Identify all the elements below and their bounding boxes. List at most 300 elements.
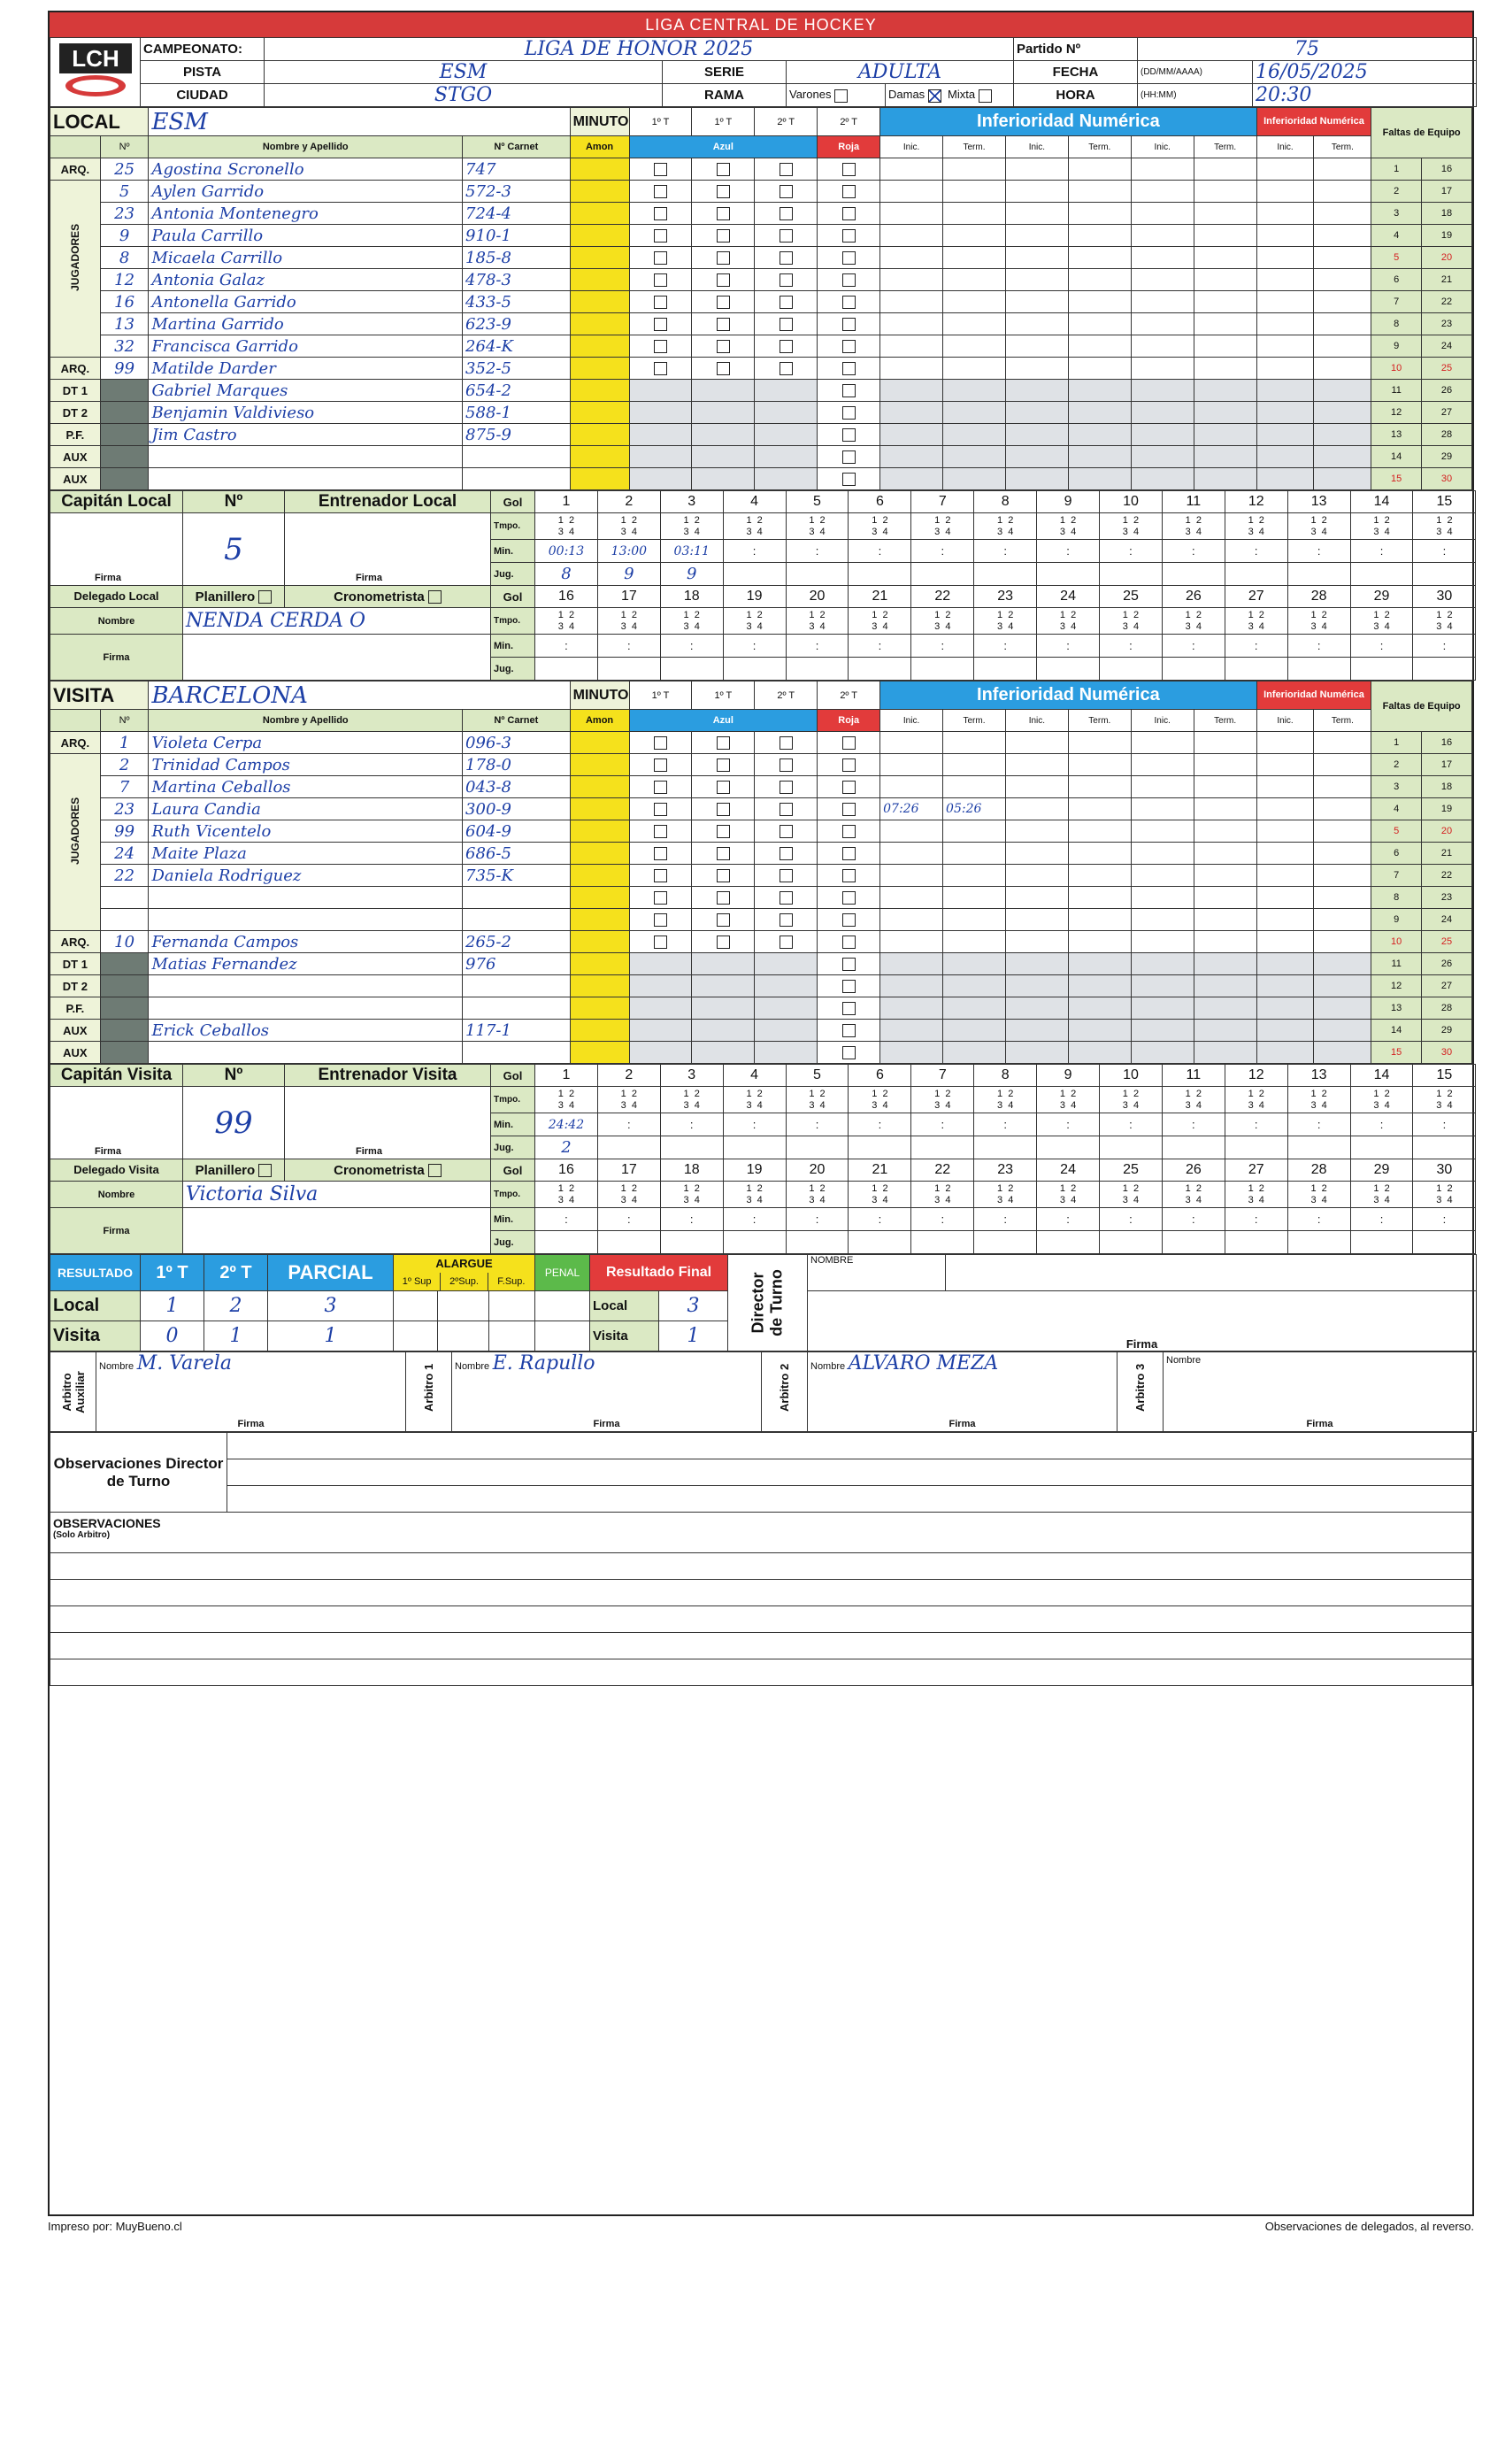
local-tmpo-cell[interactable]: 1 2 3 4 [535, 608, 598, 635]
local-player-carnet[interactable]: 654-2 [463, 380, 571, 402]
local-inferioridad-cell[interactable] [1256, 247, 1314, 269]
local-player-name[interactable]: Martina Garrido [149, 313, 463, 335]
visita-tmpo-cell[interactable]: 1 2 3 4 [1287, 1182, 1350, 1208]
visita-falta-cell[interactable]: 5 [1371, 820, 1422, 843]
visita-player-num[interactable] [100, 975, 149, 997]
varones-option[interactable] [787, 84, 886, 107]
local-inferioridad-cell[interactable] [1068, 358, 1131, 380]
visita-inferioridad-cell[interactable] [1005, 887, 1068, 909]
visita-falta-cell[interactable]: 18 [1422, 776, 1472, 798]
azul-checkbox[interactable] [654, 825, 667, 838]
visita-azul-cell[interactable] [755, 887, 818, 909]
azul-checkbox[interactable] [717, 736, 730, 750]
local-tmpo-cell[interactable]: 1 2 3 4 [1350, 608, 1413, 635]
visita-goal-jug-empty[interactable] [1100, 1231, 1163, 1254]
visita-tmpo-cell[interactable]: 1 2 3 4 [786, 1087, 849, 1113]
visita-azul-cell[interactable] [755, 1020, 818, 1042]
local-amon-cell[interactable] [570, 446, 629, 468]
visita-goal-min-empty[interactable]: : [1037, 1113, 1100, 1136]
visita-inferioridad-cell[interactable] [1194, 754, 1256, 776]
local-goal-jug-empty[interactable] [1413, 563, 1476, 586]
damas-option[interactable] [886, 84, 1014, 107]
azul-checkbox[interactable] [780, 758, 793, 772]
visita-goal-jug-empty[interactable] [1413, 1231, 1476, 1254]
visita-falta-cell[interactable]: 20 [1422, 820, 1472, 843]
visita-inferioridad-term[interactable]: 05:26 [946, 802, 982, 816]
local-delegado-firma[interactable] [183, 635, 491, 681]
local-inferioridad-cell[interactable] [943, 203, 1006, 225]
visita-player-carnet[interactable]: 043-8 [463, 776, 571, 798]
local-falta-cell[interactable]: 19 [1422, 225, 1472, 247]
visita-inferioridad-cell[interactable] [1005, 953, 1068, 975]
visita-inferioridad-cell[interactable] [1005, 909, 1068, 931]
visita-falta-cell[interactable]: 2 [1371, 754, 1422, 776]
visita-roja-cell[interactable] [818, 798, 880, 820]
visita-inferioridad-cell[interactable] [880, 997, 943, 1020]
visita-roja-cell[interactable] [818, 997, 880, 1020]
local-goal-min-empty[interactable]: : [1037, 540, 1100, 563]
local-goal-jug-empty[interactable] [1413, 658, 1476, 681]
visita-inferioridad-cell[interactable] [1005, 754, 1068, 776]
local-player-carnet[interactable]: 747 [463, 158, 571, 181]
local-goal-jug[interactable]: 9 [597, 563, 660, 586]
local-roja-cell[interactable] [818, 380, 880, 402]
visita-azul-cell[interactable] [755, 820, 818, 843]
local-player-num[interactable] [100, 402, 149, 424]
visita-goal-min-empty[interactable]: : [1100, 1208, 1163, 1231]
visita-tmpo-cell[interactable]: 1 2 3 4 [660, 1182, 723, 1208]
visita-player-name[interactable] [149, 887, 463, 909]
local-inferioridad-cell[interactable] [1256, 468, 1314, 490]
local-goal-jug-empty[interactable] [849, 658, 911, 681]
local-player-carnet[interactable]: 724-4 [463, 203, 571, 225]
local-roja-cell[interactable] [818, 203, 880, 225]
visita-inferioridad-cell[interactable] [880, 953, 943, 975]
local-goal-min-empty[interactable]: : [1413, 540, 1476, 563]
visita-inferioridad-cell[interactable] [1194, 997, 1256, 1020]
local-player-name[interactable]: Agostina Scronello [149, 158, 463, 181]
visita-inferioridad-cell[interactable] [880, 754, 943, 776]
visita-falta-cell[interactable]: 23 [1422, 887, 1472, 909]
local-goal-min-empty[interactable]: : [1100, 540, 1163, 563]
local-goal-min-empty[interactable]: : [911, 635, 974, 658]
local-delegado-nombre[interactable]: NENDA CERDA O [183, 608, 491, 635]
local-inferioridad-cell[interactable] [1068, 158, 1131, 181]
visita-goal-jug-empty[interactable] [723, 1136, 786, 1159]
varones-checkbox[interactable] [834, 89, 848, 103]
obs-director-line-3[interactable] [227, 1486, 1472, 1513]
local-player-name[interactable]: Micaela Carrillo [149, 247, 463, 269]
roja-checkbox[interactable] [842, 958, 856, 971]
visita-inferioridad-cell[interactable] [1194, 798, 1256, 820]
visita-goal-min-empty[interactable]: : [1287, 1113, 1350, 1136]
local-inferioridad-cell[interactable] [1314, 402, 1371, 424]
local-tmpo-cell[interactable]: 1 2 3 4 [723, 608, 786, 635]
visita-inferioridad-cell[interactable] [1194, 776, 1256, 798]
azul-checkbox[interactable] [654, 891, 667, 905]
visita-goal-min-empty[interactable]: : [535, 1208, 598, 1231]
visita-roja-cell[interactable] [818, 754, 880, 776]
local-azul-cell[interactable] [692, 203, 755, 225]
visita-amon-cell[interactable] [570, 975, 629, 997]
visita-inferioridad-cell[interactable] [1256, 997, 1314, 1020]
azul-checkbox[interactable] [780, 736, 793, 750]
roja-checkbox[interactable] [842, 185, 856, 198]
res-visita-t1[interactable]: 0 [141, 1321, 204, 1351]
visita-tmpo-cell[interactable]: 1 2 3 4 [1100, 1087, 1163, 1113]
visita-player-name[interactable] [149, 997, 463, 1020]
visita-azul-cell[interactable] [629, 820, 692, 843]
local-falta-cell[interactable]: 7 [1371, 291, 1422, 313]
local-inferioridad-cell[interactable] [880, 158, 943, 181]
local-tmpo-cell[interactable]: 1 2 3 4 [1100, 513, 1163, 540]
local-goal-jug-empty[interactable] [974, 658, 1037, 681]
visita-inferioridad-cell[interactable] [880, 887, 943, 909]
local-tmpo-cell[interactable]: 1 2 3 4 [660, 608, 723, 635]
visita-falta-cell[interactable]: 9 [1371, 909, 1422, 931]
visita-goal-jug-empty[interactable] [786, 1231, 849, 1254]
local-capitan-num[interactable]: 5 [183, 513, 285, 586]
roja-checkbox[interactable] [842, 847, 856, 860]
local-goal-jug-empty[interactable] [1100, 658, 1163, 681]
local-inferioridad-cell[interactable] [880, 335, 943, 358]
visita-goal-jug-empty[interactable] [1037, 1136, 1100, 1159]
local-goal-jug-empty[interactable] [660, 658, 723, 681]
local-roja-cell[interactable] [818, 181, 880, 203]
visita-player-num[interactable] [100, 953, 149, 975]
local-inferioridad-cell[interactable] [1256, 181, 1314, 203]
visita-player-num[interactable] [100, 1020, 149, 1042]
visita-inferioridad-cell[interactable] [880, 820, 943, 843]
local-player-carnet[interactable]: 572-3 [463, 181, 571, 203]
visita-inferioridad-cell[interactable] [1194, 931, 1256, 953]
visita-inferioridad-cell[interactable] [1005, 776, 1068, 798]
visita-amon-cell[interactable] [570, 754, 629, 776]
visita-falta-cell[interactable]: 28 [1422, 997, 1472, 1020]
roja-checkbox[interactable] [842, 891, 856, 905]
visita-inferioridad-cell[interactable] [1194, 1020, 1256, 1042]
res-visita-t2[interactable]: 1 [204, 1321, 268, 1351]
visita-goal-jug-empty[interactable] [1287, 1136, 1350, 1159]
visita-roja-cell[interactable] [818, 843, 880, 865]
visita-azul-cell[interactable] [755, 997, 818, 1020]
visita-inferioridad-cell[interactable] [1068, 909, 1131, 931]
local-falta-cell[interactable]: 1 [1371, 158, 1422, 181]
visita-azul-cell[interactable] [692, 843, 755, 865]
local-goal-jug-empty[interactable] [1225, 563, 1287, 586]
visita-goal-min-empty[interactable]: : [1225, 1113, 1287, 1136]
visita-azul-cell[interactable] [755, 776, 818, 798]
azul-checkbox[interactable] [780, 251, 793, 265]
visita-inferioridad-cell[interactable] [943, 776, 1006, 798]
director-nombre-value[interactable] [946, 1255, 1477, 1291]
local-inferioridad-cell[interactable] [1005, 335, 1068, 358]
azul-checkbox[interactable] [717, 229, 730, 243]
azul-checkbox[interactable] [654, 340, 667, 353]
visita-tmpo-cell[interactable]: 1 2 3 4 [974, 1087, 1037, 1113]
local-cronometrista[interactable] [285, 586, 491, 608]
visita-inferioridad-cell[interactable] [1256, 953, 1314, 975]
visita-inferioridad-cell[interactable] [943, 865, 1006, 887]
azul-checkbox[interactable] [654, 869, 667, 882]
visita-amon-cell[interactable] [570, 931, 629, 953]
visita-tmpo-cell[interactable]: 1 2 3 4 [1162, 1087, 1225, 1113]
visita-tmpo-cell[interactable]: 1 2 3 4 [535, 1087, 598, 1113]
local-goal-jug-empty[interactable] [1287, 563, 1350, 586]
visita-azul-cell[interactable] [629, 843, 692, 865]
local-inferioridad-cell[interactable] [1005, 158, 1068, 181]
visita-goal-jug-empty[interactable] [723, 1231, 786, 1254]
local-azul-cell[interactable] [629, 158, 692, 181]
local-inferioridad-cell[interactable] [1005, 181, 1068, 203]
local-inferioridad-cell[interactable] [1131, 424, 1194, 446]
local-inferioridad-cell[interactable] [1314, 225, 1371, 247]
local-inferioridad-cell[interactable] [1194, 291, 1256, 313]
local-goal-min-empty[interactable]: : [1287, 635, 1350, 658]
local-inferioridad-cell[interactable] [1005, 446, 1068, 468]
local-amon-cell[interactable] [570, 313, 629, 335]
local-inferioridad-cell[interactable] [1256, 424, 1314, 446]
azul-checkbox[interactable] [717, 318, 730, 331]
arbitro-2-box[interactable] [808, 1352, 1118, 1432]
local-inferioridad-cell[interactable] [1068, 468, 1131, 490]
local-inferioridad-cell[interactable] [1131, 358, 1194, 380]
visita-inferioridad-cell[interactable] [1131, 798, 1194, 820]
local-tmpo-cell[interactable]: 1 2 3 4 [597, 513, 660, 540]
local-inferioridad-cell[interactable] [1194, 269, 1256, 291]
res-visita-parcial[interactable]: 1 [268, 1321, 394, 1351]
local-falta-cell[interactable]: 11 [1371, 380, 1422, 402]
local-falta-cell[interactable]: 3 [1371, 203, 1422, 225]
visita-inferioridad-cell[interactable] [1314, 1042, 1371, 1064]
local-tmpo-cell[interactable]: 1 2 3 4 [911, 608, 974, 635]
roja-checkbox[interactable] [842, 980, 856, 993]
visita-falta-cell[interactable]: 17 [1422, 754, 1472, 776]
local-tmpo-cell[interactable]: 1 2 3 4 [1287, 608, 1350, 635]
local-inferioridad-cell[interactable] [1314, 335, 1371, 358]
visita-goal-min[interactable]: 24:42 [535, 1113, 598, 1136]
visita-azul-cell[interactable] [755, 865, 818, 887]
visita-goal-jug-empty[interactable] [911, 1136, 974, 1159]
visita-player-carnet[interactable] [463, 887, 571, 909]
local-inferioridad-cell[interactable] [880, 269, 943, 291]
azul-checkbox[interactable] [717, 362, 730, 375]
local-inferioridad-cell[interactable] [1256, 203, 1314, 225]
local-goal-min-empty[interactable]: : [786, 635, 849, 658]
visita-amon-cell[interactable] [570, 1020, 629, 1042]
visita-falta-cell[interactable]: 13 [1371, 997, 1422, 1020]
visita-inferioridad-cell[interactable] [1256, 754, 1314, 776]
local-falta-cell[interactable]: 6 [1371, 269, 1422, 291]
visita-goal-min-empty[interactable]: : [660, 1113, 723, 1136]
local-azul-cell[interactable] [629, 247, 692, 269]
visita-inferioridad-cell[interactable] [1005, 732, 1068, 754]
local-azul-cell[interactable] [692, 424, 755, 446]
local-inferioridad-cell[interactable] [1005, 291, 1068, 313]
visita-azul-cell[interactable] [692, 975, 755, 997]
res-local-sup1[interactable] [394, 1291, 438, 1321]
roja-checkbox[interactable] [842, 825, 856, 838]
local-azul-cell[interactable] [692, 247, 755, 269]
visita-inferioridad-cell[interactable] [1256, 732, 1314, 754]
visita-player-carnet[interactable]: 604-9 [463, 820, 571, 843]
res-local-sup2[interactable] [438, 1291, 489, 1321]
visita-inferioridad-cell[interactable] [1068, 865, 1131, 887]
local-inferioridad-cell[interactable] [1314, 380, 1371, 402]
visita-inferioridad-cell[interactable] [1314, 798, 1371, 820]
visita-player-name[interactable]: Maite Plaza [149, 843, 463, 865]
visita-inferioridad-cell[interactable] [943, 754, 1006, 776]
visita-inferioridad-cell[interactable] [1005, 997, 1068, 1020]
local-inferioridad-cell[interactable] [1131, 313, 1194, 335]
local-inferioridad-cell[interactable] [880, 247, 943, 269]
local-inferioridad-cell[interactable] [1256, 446, 1314, 468]
local-inferioridad-cell[interactable] [943, 446, 1006, 468]
local-azul-cell[interactable] [629, 468, 692, 490]
visita-player-carnet[interactable]: 735-K [463, 865, 571, 887]
visita-inferioridad-cell[interactable] [880, 1042, 943, 1064]
visita-inferioridad-cell[interactable] [1256, 865, 1314, 887]
local-player-carnet[interactable]: 588-1 [463, 402, 571, 424]
roja-checkbox[interactable] [842, 362, 856, 375]
res-visita-fsup[interactable] [489, 1321, 535, 1351]
local-amon-cell[interactable] [570, 468, 629, 490]
visita-tmpo-cell[interactable]: 1 2 3 4 [1413, 1087, 1476, 1113]
local-azul-cell[interactable] [692, 446, 755, 468]
azul-checkbox[interactable] [717, 163, 730, 176]
local-falta-cell[interactable]: 20 [1422, 247, 1472, 269]
visita-inferioridad-cell[interactable] [1256, 820, 1314, 843]
local-goal-min-empty[interactable]: : [1413, 635, 1476, 658]
visita-inferioridad-cell[interactable] [1256, 1020, 1314, 1042]
local-inferioridad-cell[interactable] [880, 402, 943, 424]
visita-goal-jug-empty[interactable] [849, 1231, 911, 1254]
visita-azul-cell[interactable] [692, 732, 755, 754]
roja-checkbox[interactable] [842, 163, 856, 176]
local-inferioridad-cell[interactable] [943, 424, 1006, 446]
visita-inferioridad-cell[interactable] [880, 909, 943, 931]
visita-tmpo-cell[interactable]: 1 2 3 4 [911, 1087, 974, 1113]
local-player-num[interactable] [100, 380, 149, 402]
visita-inferioridad-cell[interactable] [1194, 909, 1256, 931]
azul-checkbox[interactable] [717, 913, 730, 927]
visita-inferioridad-cell[interactable] [943, 887, 1006, 909]
visita-goal-jug-empty[interactable] [1350, 1231, 1413, 1254]
visita-azul-cell[interactable] [755, 953, 818, 975]
obs-director-line-2[interactable] [227, 1459, 1472, 1486]
local-inferioridad-cell[interactable] [1131, 335, 1194, 358]
local-azul-cell[interactable] [755, 291, 818, 313]
arbitro-2-nombre[interactable]: ALVARO MEZA [848, 1352, 999, 1374]
visita-roja-cell[interactable] [818, 953, 880, 975]
azul-checkbox[interactable] [780, 869, 793, 882]
visita-inferioridad-cell[interactable] [1256, 975, 1314, 997]
roja-checkbox[interactable] [842, 428, 856, 442]
azul-checkbox[interactable] [717, 936, 730, 949]
local-inferioridad-cell[interactable] [1194, 468, 1256, 490]
local-amon-cell[interactable] [570, 358, 629, 380]
local-inferioridad-cell[interactable] [1005, 247, 1068, 269]
local-inferioridad-cell[interactable] [880, 380, 943, 402]
local-inferioridad-cell[interactable] [943, 269, 1006, 291]
local-azul-cell[interactable] [755, 158, 818, 181]
local-planillero[interactable] [183, 586, 285, 608]
planillero-checkbox[interactable] [258, 1164, 272, 1177]
local-azul-cell[interactable] [629, 181, 692, 203]
local-inferioridad-cell[interactable] [880, 291, 943, 313]
local-azul-cell[interactable] [755, 203, 818, 225]
visita-cronometrista[interactable] [285, 1159, 491, 1182]
local-roja-cell[interactable] [818, 247, 880, 269]
local-goal-jug-empty[interactable] [1287, 658, 1350, 681]
visita-azul-cell[interactable] [755, 732, 818, 754]
local-inferioridad-cell[interactable] [943, 225, 1006, 247]
visita-tmpo-cell[interactable]: 1 2 3 4 [723, 1087, 786, 1113]
visita-goal-jug-empty[interactable] [1225, 1231, 1287, 1254]
roja-checkbox[interactable] [842, 758, 856, 772]
local-goal-min-empty[interactable]: : [1350, 635, 1413, 658]
local-player-carnet[interactable]: 910-1 [463, 225, 571, 247]
local-roja-cell[interactable] [818, 225, 880, 247]
local-inferioridad-cell[interactable] [943, 402, 1006, 424]
visita-falta-cell[interactable]: 21 [1422, 843, 1472, 865]
local-goal-jug-empty[interactable] [911, 563, 974, 586]
local-amon-cell[interactable] [570, 181, 629, 203]
visita-inferioridad-cell[interactable] [943, 820, 1006, 843]
local-roja-cell[interactable] [818, 313, 880, 335]
local-inferioridad-cell[interactable] [880, 468, 943, 490]
local-player-name[interactable]: Aylen Garrido [149, 181, 463, 203]
local-azul-cell[interactable] [692, 291, 755, 313]
local-inferioridad-cell[interactable] [1194, 446, 1256, 468]
local-inferioridad-cell[interactable] [1194, 203, 1256, 225]
fecha-value[interactable]: 16/05/2025 [1253, 61, 1477, 84]
azul-checkbox[interactable] [780, 185, 793, 198]
visita-azul-cell[interactable] [629, 798, 692, 820]
visita-goal-jug-empty[interactable] [1287, 1231, 1350, 1254]
visita-inferioridad-cell[interactable] [1314, 1020, 1371, 1042]
visita-player-name[interactable]: Laura Candia [149, 798, 463, 820]
visita-inferioridad-cell[interactable] [1068, 953, 1131, 975]
visita-goal-min-empty[interactable]: : [974, 1113, 1037, 1136]
local-player-num[interactable]: 9 [100, 225, 149, 247]
visita-azul-cell[interactable] [692, 997, 755, 1020]
visita-goal-min-empty[interactable]: : [1225, 1208, 1287, 1231]
visita-delegado-firma[interactable] [183, 1208, 491, 1254]
local-azul-cell[interactable] [755, 181, 818, 203]
visita-azul-cell[interactable] [692, 887, 755, 909]
local-inferioridad-cell[interactable] [1314, 181, 1371, 203]
obs-line-3[interactable] [50, 1606, 1472, 1633]
local-tmpo-cell[interactable]: 1 2 3 4 [786, 513, 849, 540]
visita-inferioridad-cell[interactable] [1131, 1020, 1194, 1042]
visita-amon-cell[interactable] [570, 798, 629, 820]
azul-checkbox[interactable] [780, 891, 793, 905]
visita-falta-cell[interactable]: 10 [1371, 931, 1422, 953]
local-inferioridad-cell[interactable] [880, 181, 943, 203]
visita-azul-cell[interactable] [629, 754, 692, 776]
local-team-name[interactable]: ESM [149, 108, 570, 136]
obs-line-2[interactable] [50, 1580, 1472, 1606]
azul-checkbox[interactable] [780, 936, 793, 949]
local-inferioridad-cell[interactable] [1005, 424, 1068, 446]
local-azul-cell[interactable] [755, 269, 818, 291]
visita-tmpo-cell[interactable]: 1 2 3 4 [849, 1182, 911, 1208]
visita-azul-cell[interactable] [692, 820, 755, 843]
visita-player-name[interactable]: Erick Ceballos [149, 1020, 463, 1042]
azul-checkbox[interactable] [717, 340, 730, 353]
visita-roja-cell[interactable] [818, 820, 880, 843]
